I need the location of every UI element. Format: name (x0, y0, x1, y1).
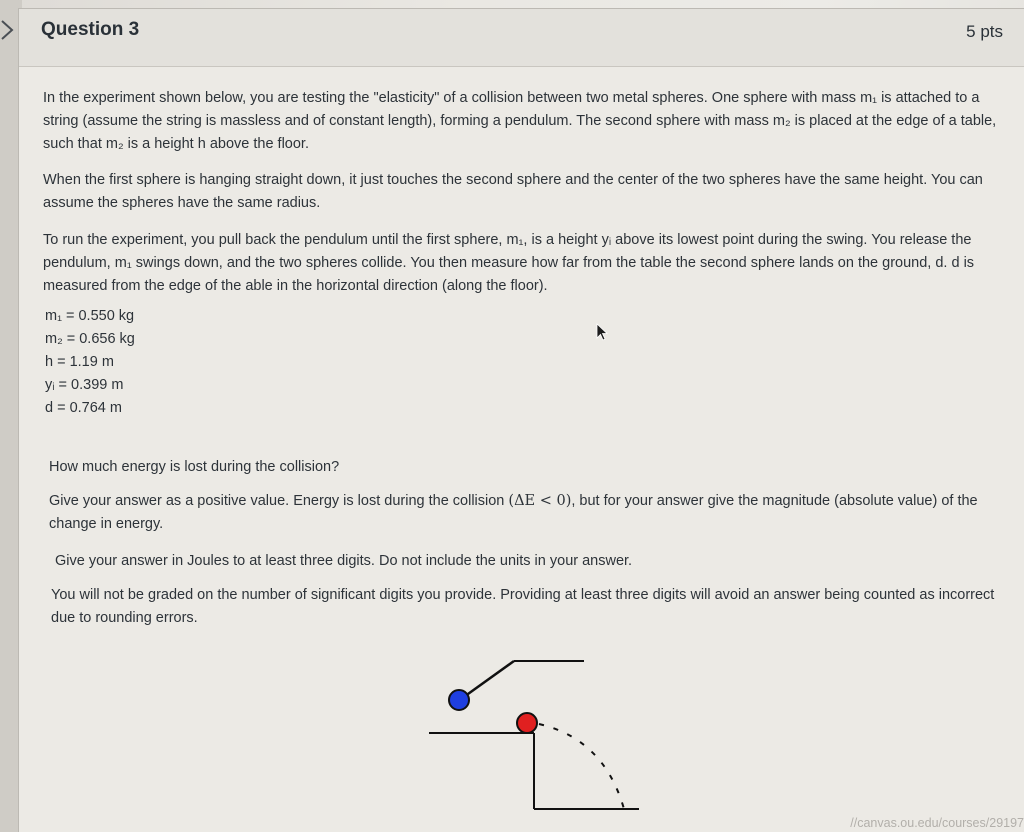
question-card (18, 8, 1024, 832)
instructions-text-a: Give your answer as a positive value. Energy is lost during the collision (49, 493, 505, 509)
pendulum-string (461, 661, 514, 699)
answer-instructions (49, 490, 999, 536)
value-m2: m₂ = 0.656 kg (45, 331, 135, 347)
url-watermark: //canvas.ou.edu/courses/29197 (850, 816, 1024, 830)
sphere-m1 (449, 690, 469, 710)
mouse-pointer-icon (595, 323, 611, 343)
question-prompt: How much energy is lost during the collision? (49, 459, 340, 475)
intro-paragraph: In the experiment shown below, you are testing the "elasticity" of a collision between two metal spheres. One sphere with mass m₁ is attached to a string (assume the string is massless and of constant length), forming a pendulum. The second sphere with mass m₂ is placed at the edge of a table, such that m₂ is a height h above the floor. (43, 90, 997, 152)
procedure-paragraph: To run the experiment, you pull back the pendulum until the first sphere, m₁, is a height yᵢ above its lowest point during the swing. You release the pendulum, m₁ swings down, and the two spheres collide. You then measure how far from the table the second sphere lands on the ground, d. d is measured from the edge of the able in the horizontal direction (along the floor). (43, 232, 975, 294)
grading-note: You will not be graded on the number of significant digits you provide. Providing at least three digits will avoid an answer being counted as incorrect due to rounding errors. (51, 587, 995, 626)
setup-paragraph: When the first sphere is hanging straight down, it just touches the second sphere and the center of the two spheres have the same height. You can assume the spheres have the same radius. (43, 172, 983, 211)
value-m1: m₁ = 0.550 kg (45, 308, 135, 324)
value-h: h = 1.19 m (45, 354, 114, 370)
question-header (19, 9, 1024, 67)
sphere-m2 (517, 713, 537, 733)
digits-instructions: Give your answer in Joules to at least three digits. Do not include the units in your answer. (55, 553, 633, 569)
question-title: Question 3 (41, 19, 140, 40)
value-yi: yᵢ = 0.399 m (45, 377, 124, 393)
instructions-text-b: , but for your answer give the magnitude (absolute value) of the change in energy. (49, 493, 978, 532)
chevron-right-icon[interactable] (0, 18, 16, 42)
trajectory-arc (539, 724, 624, 809)
value-d: d = 0.764 m (45, 400, 122, 416)
delta-e-formula: (ΔE < 0) (508, 493, 572, 509)
given-values (45, 305, 345, 420)
pendulum-diagram (399, 644, 659, 819)
question-points: 5 pts (966, 22, 1003, 41)
